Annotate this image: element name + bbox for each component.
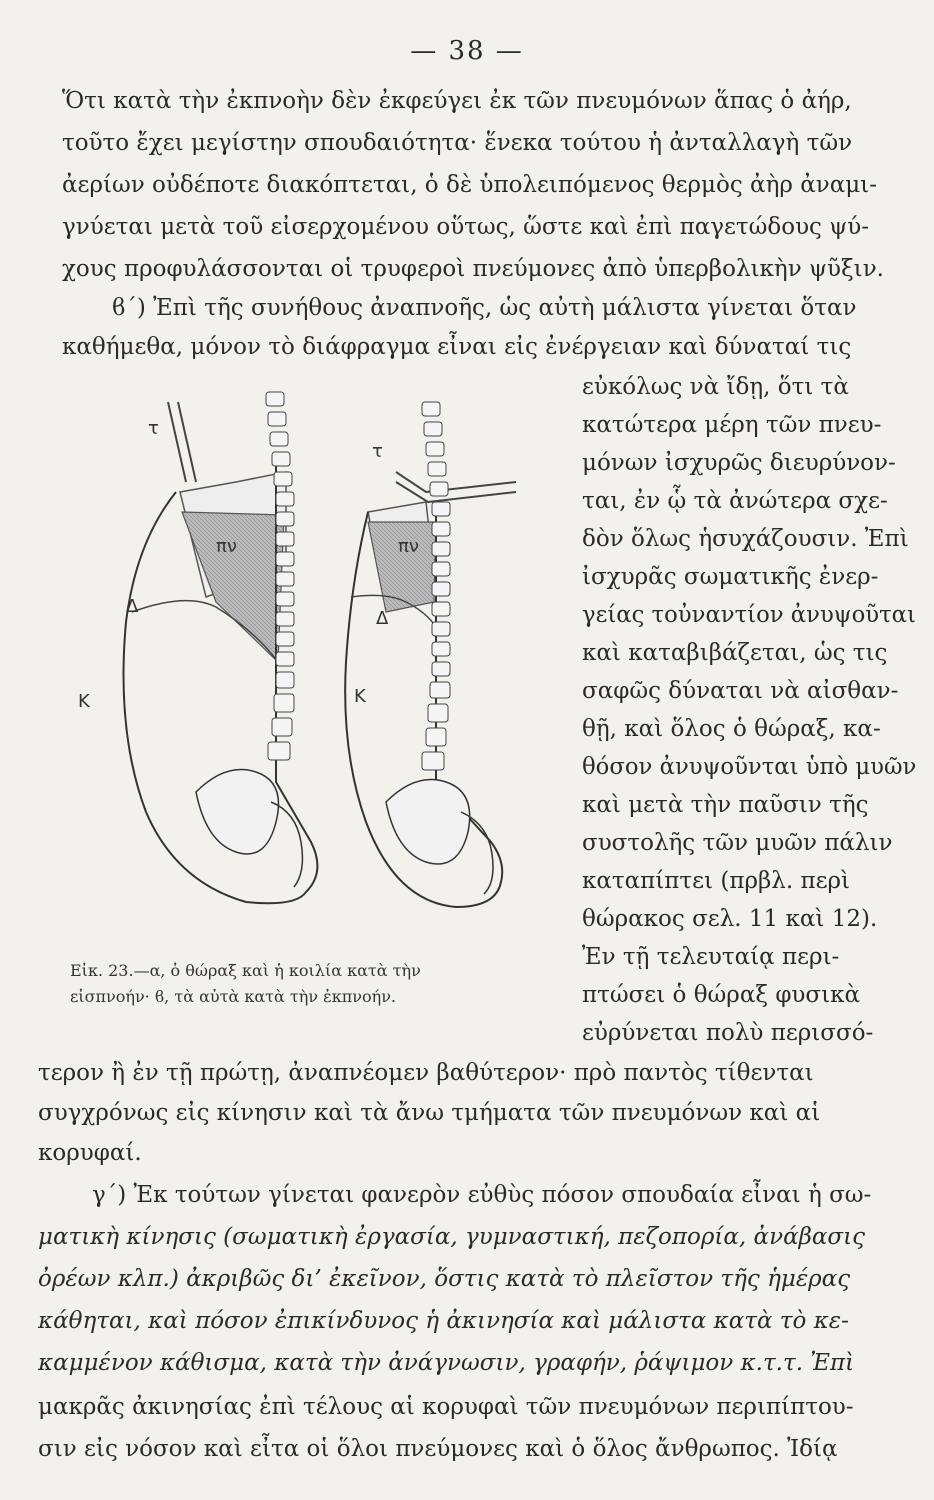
text-line: καθήμεθα, μόνον τὸ διάφραγμα εἶναι εἰς ἐνέργειαν καὶ δύναταί τις (62, 334, 852, 360)
text-line: κατώτερα μέρη τῶν πνευ- (582, 412, 882, 438)
text-line: θόσον ἀνυψοῦνται ὑπὸ μυῶν (582, 754, 917, 780)
text-line: θώρακος σελ. 11 καὶ 12). (582, 906, 878, 932)
figure-b (345, 402, 516, 907)
page-number: — 38 — (410, 36, 524, 66)
label-t-b: τ (372, 441, 383, 462)
figure-caption (70, 958, 510, 1010)
text-line: τερον ἢ ἐν τῇ πρώτῃ, ἀναπνέομεν βαθύτερον· πρὸ παντὸς τίθενται (38, 1060, 814, 1086)
text-line: μόνων ἰσχυρῶς διευρύνον- (582, 450, 896, 476)
text-line: ἰσχυρᾶς σωματικῆς ἐνερ- (582, 564, 879, 590)
text-line: γείας τοὐναντίον ἀνυψοῦται (582, 602, 916, 628)
text-line: σιν εἰς νόσον καὶ εἶτα οἱ ὅλοι πνεύμονες καὶ ὁ ὅλος ἄνθρωπος. Ἰδίᾳ (38, 1436, 838, 1462)
text-line: χους προφυλάσσονται οἱ τρυφεροὶ πνεύμονες ἀπὸ ὑπερβολικὴν ψῦξιν. (62, 256, 884, 282)
text-line: τοῦτο ἔχει μεγίστην σπουδαιότητα· ἕνεκα τούτου ἡ ἀνταλλαγὴ τῶν (62, 130, 853, 156)
text-line: δὸν ὅλως ἡσυχάζουσιν. Ἐπὶ (582, 526, 909, 552)
thorax-diagram (78, 362, 566, 952)
label-d-b: Δ (376, 608, 389, 629)
text-line: Ἐν τῇ τελευταίᾳ περι- (582, 944, 840, 970)
text-line: καὶ καταβιβάζεται, ὡς τις (582, 640, 888, 666)
label-d-a: Δ (126, 596, 139, 617)
text-line: συστολῆς τῶν μυῶν πάλιν (582, 830, 893, 856)
label-pn-b: πν (398, 536, 419, 557)
caption-line-2: εἰσπνοήν· ϐ, τὰ αὐτὰ κατὰ τὴν ἐκπνοήν. (70, 987, 397, 1006)
text-line: καμμένον κάθισμα, κατὰ τὴν ἀνάγνωσιν, γραφήν, ῥάψιμον κ.τ.τ. Ἐπὶ (38, 1350, 855, 1376)
text-line: κορυφαί. (38, 1140, 142, 1166)
text-line: γ΄) Ἐκ τούτων γίνεται φανερὸν εὐθὺς πόσον σπουδαία εἶναι ἡ σω- (92, 1182, 872, 1208)
text-line: πτώσει ὁ θώραξ φυσικὰ (582, 982, 861, 1008)
text-line: μακρᾶς ἀκινησίας ἐπὶ τέλους αἱ κορυφαὶ τῶν πνευμόνων περιπίπτου- (38, 1394, 854, 1420)
text-line: σαφῶς δύναται νὰ αἰσθαν- (582, 678, 899, 704)
text-line: κάθηται, καὶ πόσον ἐπικίνδυνος ἡ ἀκινησία καὶ μάλιστα κατὰ τὸ κε- (38, 1308, 849, 1334)
text-line: ἀερίων οὐδέποτε διακόπτεται, ὁ δὲ ὑπολειπόμενος θερμὸς ἀὴρ ἀναμι- (62, 172, 877, 198)
label-t-a: τ (148, 418, 159, 439)
text-line: εὐρύνεται πολὺ περισσό- (582, 1020, 874, 1046)
text-line: συγχρόνως εἰς κίνησιν καὶ τὰ ἄνω τμήματα τῶν πνευμόνων καὶ αἱ (38, 1100, 821, 1126)
text-line: Ὅτι κατὰ τὴν ἐκπνοὴν δὲν ἐκφεύγει ἐκ τῶν πνευμόνων ἅπας ὁ ἀήρ, (62, 88, 852, 114)
text-line: ὀρέων κλπ.) ἀκριβῶς δι’ ἐκεῖνον, ὅστις κατὰ τὸ πλεῖστον τῆς ἡμέρας (38, 1266, 851, 1292)
label-k-b: Κ (354, 686, 366, 707)
text-line: ται, ἐν ᾧ τὰ ἀνώτερα σχε- (582, 488, 888, 514)
text-line: καὶ μετὰ τὴν παῦσιν τῆς (582, 792, 869, 818)
text-line: θῇ, καὶ ὅλος ὁ θώραξ, κα- (582, 716, 881, 742)
label-pn-a: πν (216, 536, 237, 557)
anatomy-figure (78, 362, 566, 952)
text-line: καταπίπτει (πρβλ. περὶ (582, 868, 851, 894)
text-line: ϐ΄) Ἐπὶ τῆς συνήθους ἀναπνοῆς, ὡς αὐτὴ μάλιστα γίνεται ὅταν (112, 295, 857, 321)
caption-line-1: Εἰκ. 23.—α, ὁ θώραξ καὶ ἡ κοιλία κατὰ τὴν (70, 961, 421, 980)
text-line: γνύεται μετὰ τοῦ εἰσερχομένου οὕτως, ὥστε καὶ ἐπὶ παγετώδους ψύ- (62, 214, 870, 240)
label-k-a: Κ (78, 691, 90, 712)
text-line: εὐκόλως νὰ ἴδῃ, ὅτι τὰ (582, 374, 849, 400)
text-line: ματικὴ κίνησις (σωματικὴ ἐργασία, γυμναστική, πεζοπορία, ἀνάβασις (38, 1224, 866, 1250)
figure-a (78, 392, 317, 903)
